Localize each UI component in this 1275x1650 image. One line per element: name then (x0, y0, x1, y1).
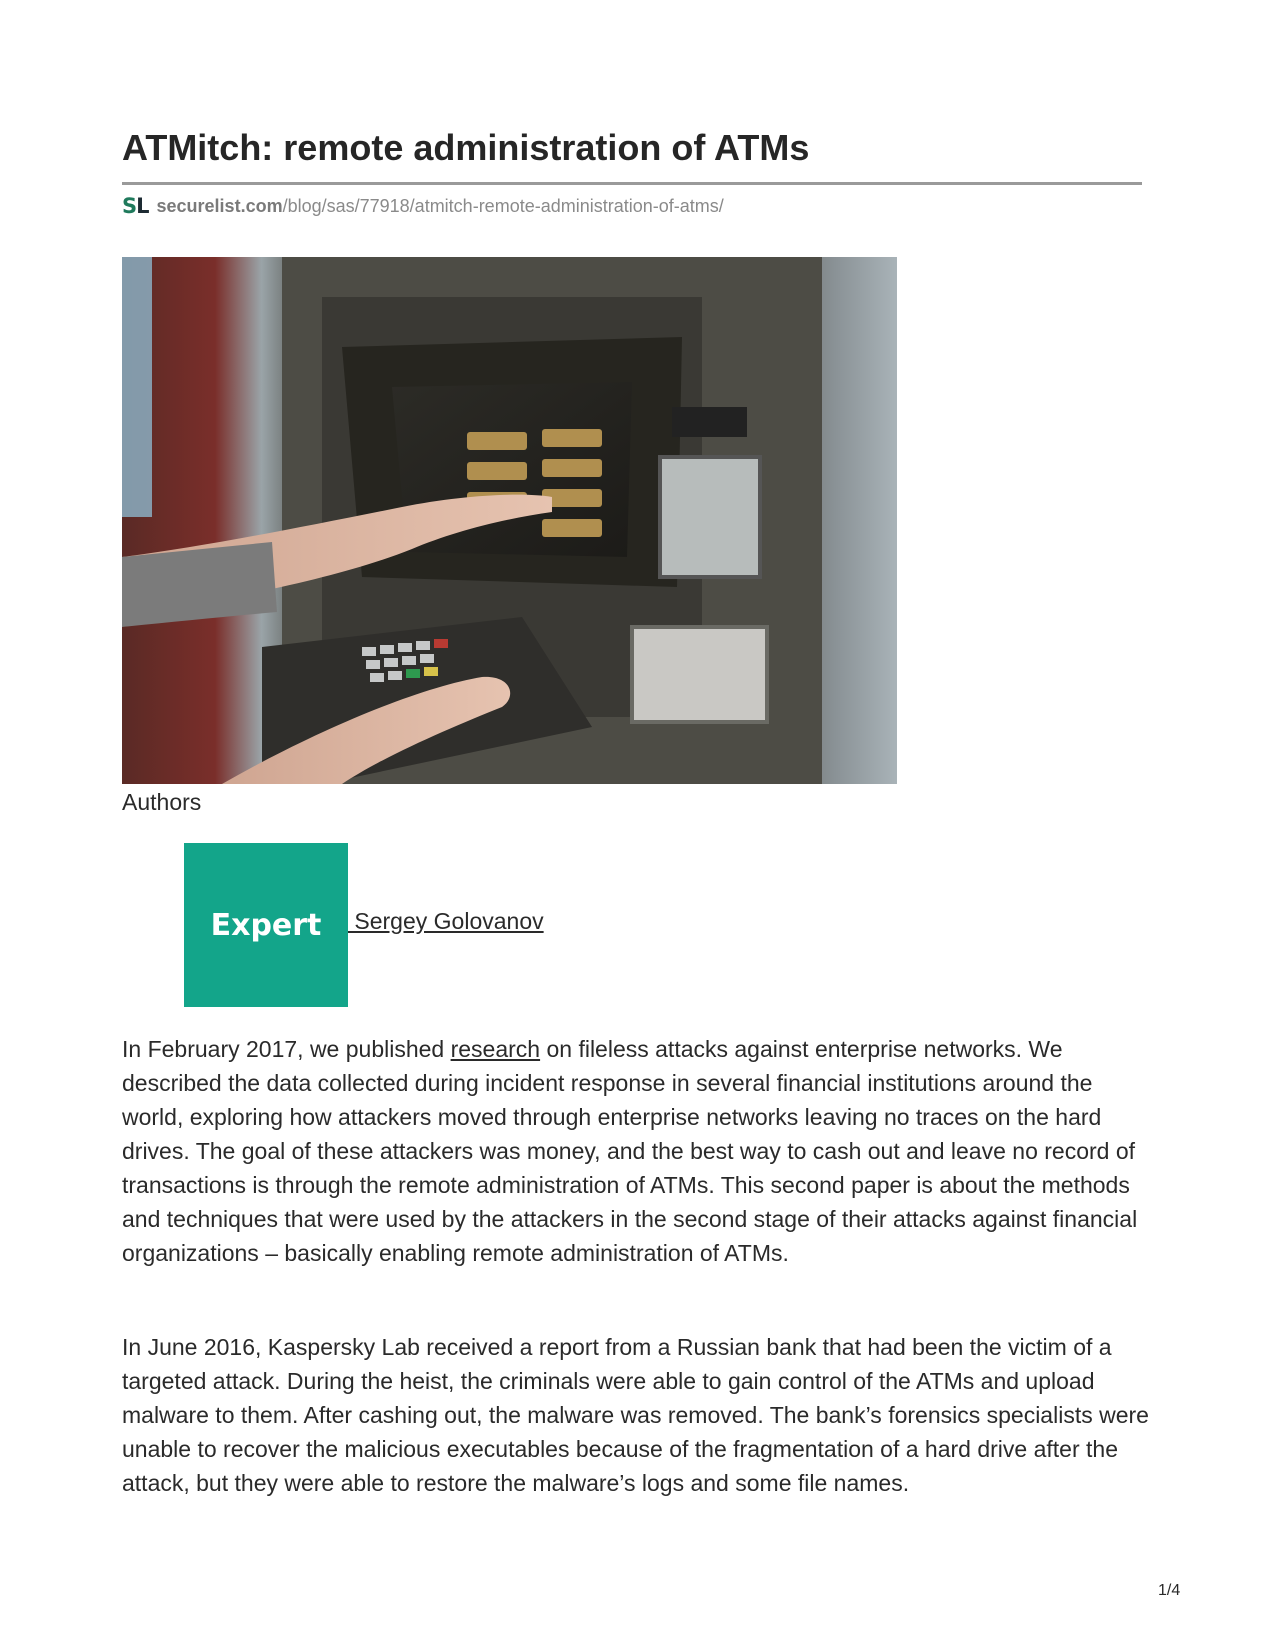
securelist-logo-icon: SL (122, 194, 149, 218)
page-title: ATMitch: remote administration of ATMs (122, 127, 810, 168)
author-name-link[interactable]: Sergey Golovanov (348, 907, 544, 934)
authors-label: Authors (122, 789, 202, 815)
paragraph-1 (122, 1032, 1152, 1270)
title-divider (122, 182, 1142, 185)
atm-photo (122, 257, 897, 784)
research-link[interactable]: research (450, 1036, 541, 1062)
author-card[interactable] (184, 843, 544, 1007)
paragraph-1-rest: on fileless attacks against enterprise networks. We described the data collected during incident response in several financial institutions around the world, exploring how attackers moved through enterprise networks leaving no traces on the hard drives. The goal of these attackers was money, and the best way to cash out and leave no record of transactions is through the remote administration of ATMs. This second paper is about the methods and techniques that were used by the attackers in the second stage of their attacks against financial organizations – basically enabling remote administration of ATMs. (122, 1036, 1138, 1266)
source-domain[interactable]: securelist.com (156, 195, 283, 216)
page-number: 1/4 (1158, 1582, 1181, 1599)
source-path[interactable]: /blog/sas/77918/atmitch-remote-administration-of-atms/ (282, 195, 724, 216)
expert-avatar[interactable] (184, 843, 348, 1007)
expert-badge-text: Expert (210, 907, 322, 943)
paragraph-1-start: In February 2017, we published (122, 1036, 451, 1062)
paragraph-2: In June 2016, Kaspersky Lab received a report from a Russian bank that had been the victim of a targeted attack. During the heist, the criminals were able to gain control of the ATMs and upload malware to them. After cashing out, the malware was removed. The bank’s forensics specialists were unable to recover the malicious executables because of the fragmentation of a hard drive after the attack, but they were able to restore the malware’s logs and some file names. (122, 1334, 1149, 1496)
source-url[interactable] (122, 194, 724, 218)
